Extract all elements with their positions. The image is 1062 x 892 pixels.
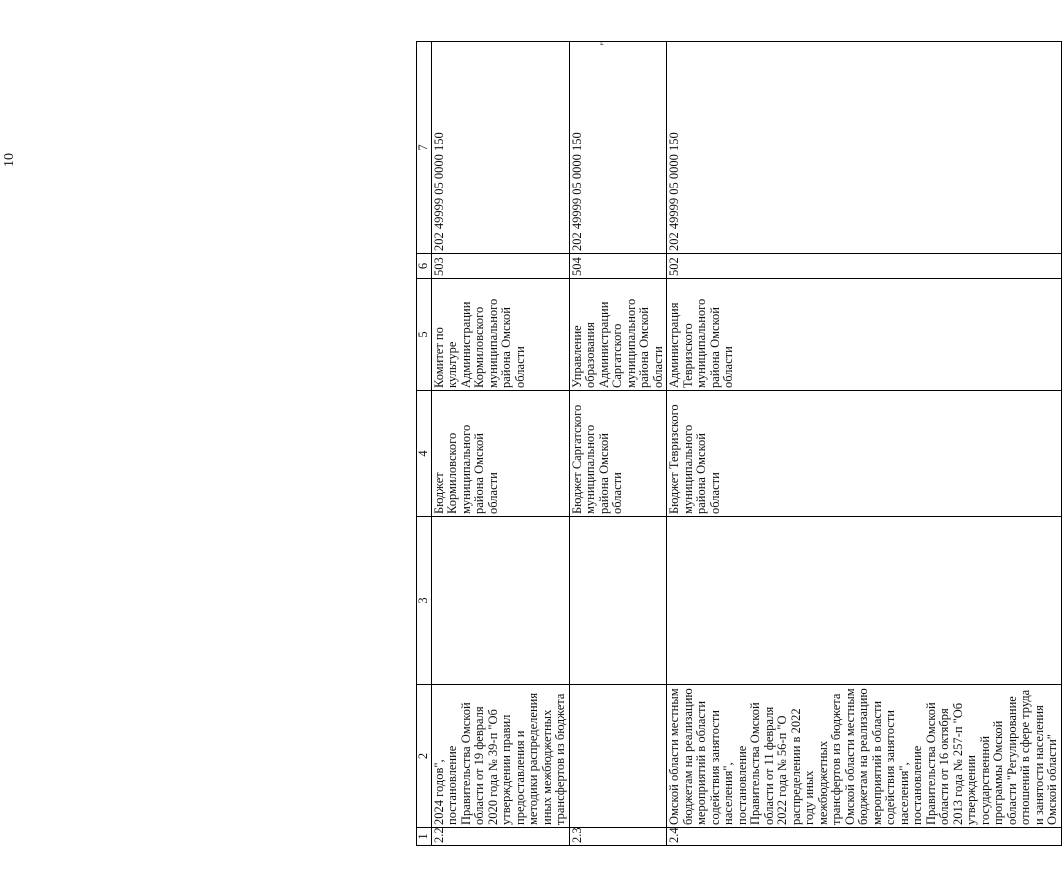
budget-cell: Бюджет Тевризского муниципального района Омской области [667, 391, 1062, 517]
page-number-text: 10 [2, 153, 17, 167]
empty-cell [667, 517, 1062, 685]
empty-cell [569, 517, 667, 685]
legal-basis-cell: 2024 годов", постановление Правительства Омской области от 19 февраля 2020 года № 39-п "Об утверждении правил предоставления и методики распределения иных межбюджетных трансфертов из бюджета [431, 685, 569, 828]
kbk-cell: 202 49999 05 0000 150 [667, 42, 1062, 254]
header-cell-7: 7 [417, 42, 432, 254]
page-number [0, 100, 20, 220]
legal-basis-cell [569, 685, 667, 828]
administrator-cell: Администрация Тевризского муниципального района Омской области [667, 279, 1062, 391]
header-cell-4: 4 [417, 391, 432, 517]
header-row [417, 42, 432, 846]
row-number: 2.4 [667, 828, 1062, 846]
table-row [431, 42, 569, 846]
closing-quote-text: " [597, 40, 612, 46]
legal-basis-cell: Омской области местным бюджетам на реализацию мероприятий в области содействия занятости населения", постановление Правительства Омской области от 11 февраля 2022 года № 56-п "О распределении в 2022 году иных межбюджетных трансфертов из бюджета Омской области местным бюджетам на реализацию мероприятий в области содействия занятости населения", постановление Правительства Омской области от 16 октября 2013 года № 257-п "Об утверждении государственной программы Омской области "Регулирование отношений в сфере труда и занятости населения Омской области" [667, 685, 1062, 828]
code-cell: 502 [667, 254, 1062, 279]
header-cell-6: 6 [417, 254, 432, 279]
table-rotation-wrapper [416, 42, 1059, 846]
budget-cell: Бюджет Саргатского муниципального района Омской области [569, 391, 667, 517]
row-number: 2.3 [569, 828, 667, 846]
kbk-cell: 202 49999 05 0000 150 [569, 42, 667, 254]
administrator-cell: Управление образования Администрации Саргатского муниципального района Омской области [569, 279, 667, 391]
table-row [667, 42, 1062, 846]
header-cell-1: 1 [417, 828, 432, 846]
code-cell: 503 [431, 254, 569, 279]
empty-cell [431, 517, 569, 685]
data-table [416, 41, 1062, 846]
header-cell-5: 5 [417, 279, 432, 391]
header-cell-2: 2 [417, 685, 432, 828]
row-number: 2.2 [431, 828, 569, 846]
code-cell: 504 [569, 254, 667, 279]
kbk-cell: 202 49999 05 0000 150 [431, 42, 569, 254]
header-cell-3: 3 [417, 517, 432, 685]
table-row [569, 42, 667, 846]
administrator-cell: Комитет по культуре Администрации Кормиловского муниципального района Омской области [431, 279, 569, 391]
budget-cell: Бюджет Кормиловского муниципального района Омской области [431, 391, 569, 517]
